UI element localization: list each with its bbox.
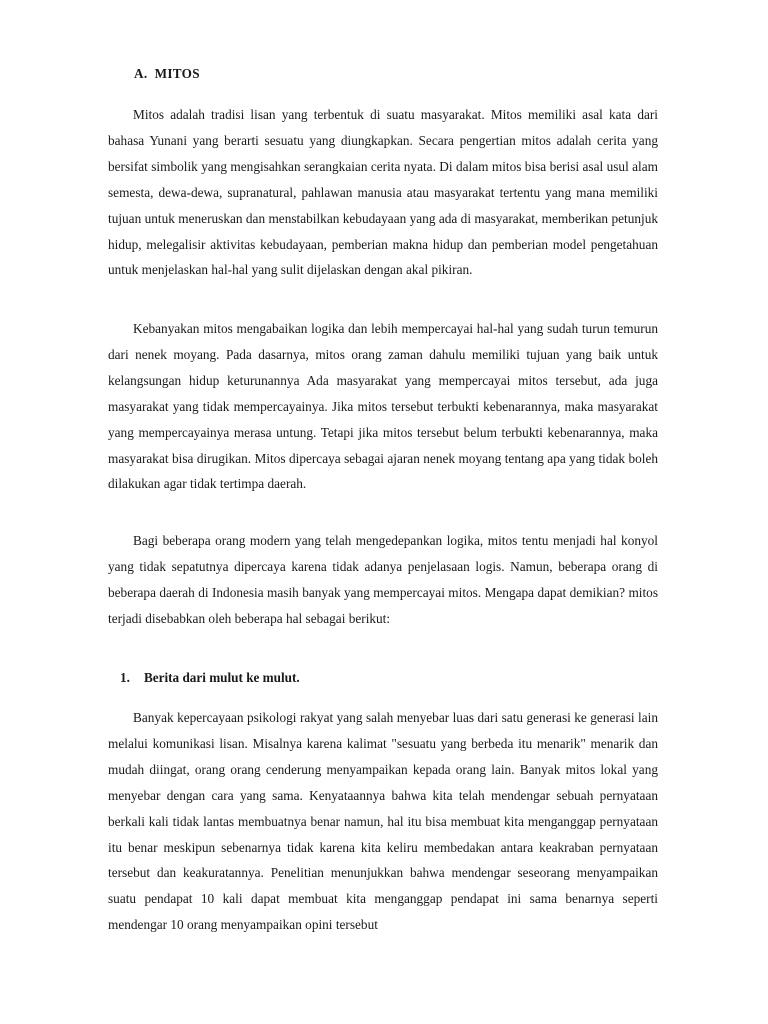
section-heading: A. MITOS bbox=[134, 66, 200, 81]
list-number: 1. bbox=[120, 670, 130, 685]
paragraph-mitos-logic: Kebanyakan mitos mengabaikan logika dan lebih mempercayai hal-hal yang sudah turun temurun dari nenek moyang. Pada dasarnya, mitos orang zaman dahulu memiliki tujuan yang baik untuk kelangsungan hidup keturunannya Ada masyarakat yang mempercayai mitos tersebut, ada juga masyarakat yang tidak mempercayainya. Jika mitos tersebut terbukti kebenarannya, maka masyarakat yang mempercayainya merasa untung. Tetapi jika mitos tersebut belum terbukti kebenarannya, maka masyarakat bisa dirugikan. Mitos dipercaya sebagai ajaran nenek moyang tentang apa yang tidak boleh dilakukan agar tidak tertimpa daerah. bbox=[108, 321, 658, 492]
list-title: Berita dari mulut ke mulut. bbox=[144, 670, 300, 685]
paragraph-mitos-definition: Mitos adalah tradisi lisan yang terbentuk di suatu masyarakat. Mitos memiliki asal kata dari bahasa Yunani yang berarti sesuatu yang diungkapkan. Secara pengertian mitos adalah cerita yang bersifat simbolik yang mengisahkan serangkaian cerita nyata. Di dalam mitos bisa berisi asal usul alam semesta, dewa-dewa, supranatural, pahlawan manusia atau masyarakat tertentu yang mana memiliki tujuan untuk meneruskan dan menstabilkan kebudayaan yang ada di masyarakat, memberikan petunjuk hidup, melegalisir aktivitas kebudayaan, pemberian makna hidup dan pemberian model pengetahuan untuk menjelaskan hal-hal yang sulit dijelaskan dengan akal pikiran. bbox=[108, 107, 658, 278]
paragraph-mitos-modern: Bagi beberapa orang modern yang telah mengedepankan logika, mitos tentu menjadi hal konyol yang tidak sepatutnya dipercaya karena tidak adanya penjelasaan logis. Namun, beberapa orang di beberapa daerah di Indonesia masih banyak yang mempercayai mitos. Mengapa dapat demikian? mitos terjadi disebabkan oleh beberapa hal sebagai berikut: bbox=[108, 533, 658, 626]
list-heading-1 bbox=[120, 670, 300, 686]
paragraph-word-of-mouth: Banyak kepercayaan psikologi rakyat yang salah menyebar luas dari satu generasi ke generasi lain melalui komunikasi lisan. Misalnya karena kalimat "sesuatu yang berbeda itu menarik" menarik dan mudah diingat, orang orang cenderung menyampaikan kepada orang lain. Banyak mitos lokal yang menyebar dengan cara yang sama. Kenyataannya bahwa kita telah mendengar sebuah pernyataan berkali kali tidak lantas membuatnya benar namun, hal itu bisa membuat kita menganggap pernyataan itu benar meskipun sebenarnya tidak karena kita keliru membedakan antara keakraban pernyataan tersebut dan keakuratannya. Penelitian menunjukkan bahwa mendengar seseorang menyampaikan suatu pendapat 10 kali dapat membuat kita menganggap pendapat ini sama benarnya seperti mendengar 10 orang menyampaikan opini tersebut bbox=[108, 710, 658, 933]
